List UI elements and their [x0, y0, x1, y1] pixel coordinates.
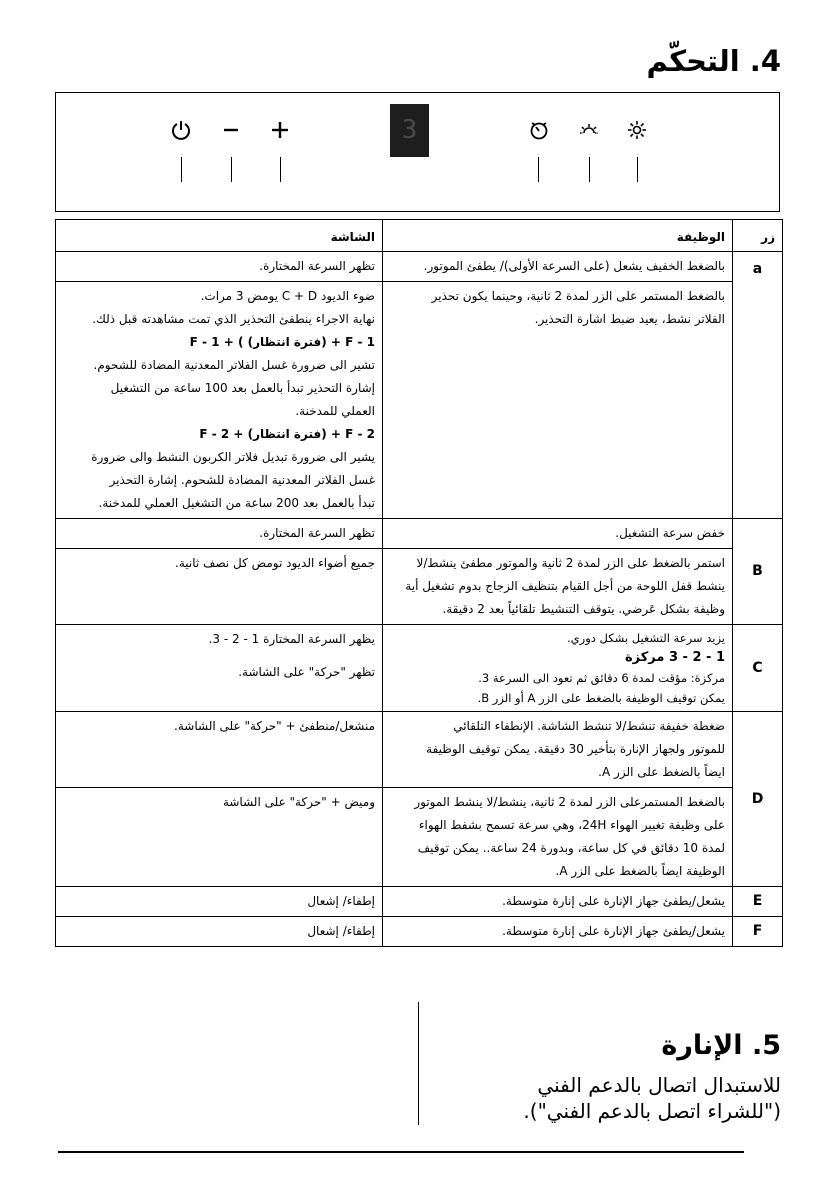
minus-pointer-line — [231, 157, 232, 182]
text-line: العملي للمدخنة. — [295, 404, 375, 418]
table-row-b-short — [56, 519, 783, 549]
text-line: تبدأ بالعمل بعد 200 ساعة من التشغيل العملي للمدخنة. — [98, 496, 375, 510]
text-line: استمر بالضغط على الزر لمدة 2 ثانية والموتور مطفئ ينشط/لا — [416, 556, 725, 570]
timer-pointer-line — [538, 157, 539, 182]
filter-code-line: F - 2 + (فترة انتظار) + F - 2 — [199, 427, 375, 441]
button-label-e: E — [733, 887, 783, 917]
text-line: تشير الى ضرورة غسل الفلاتر المعدنية المضادة للشحوم. — [93, 358, 375, 372]
display-cell: إطفاء/ إشعال — [56, 917, 383, 947]
text-line: يظهر السرعة المختارة 1 - 2 - 3. — [208, 632, 375, 646]
function-cell — [383, 788, 733, 887]
display-cell: منشعل/منطفئ + "حركة" على الشاشة. — [56, 712, 383, 788]
light-pointer-line — [637, 157, 638, 182]
table-row-d-short — [56, 712, 783, 788]
display-cell: جميع أضواء الديود تومض كل نصف ثانية. — [56, 549, 383, 625]
function-cell — [383, 712, 733, 788]
text-line: إشارة التحذير تبدأ بالعمل بعد 100 ساعة من التشغيل — [110, 381, 375, 395]
table-row-e — [56, 887, 783, 917]
display-cell: تظهر السرعة المختارة. — [56, 519, 383, 549]
text-line: غسل الفلاتر المعدنية المضادة للشحوم. إشارة التحذير — [109, 473, 375, 487]
function-cell — [383, 282, 733, 519]
table-row-a-long — [56, 282, 783, 519]
table-header-row — [56, 220, 783, 252]
table-row-b-long — [56, 549, 783, 625]
header-function: الوظيفة — [383, 220, 733, 252]
display-cell: وميض + "حركة" على الشاشة — [56, 788, 383, 887]
column-divider — [418, 1002, 419, 1125]
function-cell: بالضغط الخفيف يشعل (على السرعة الأولى)/ يطفئ الموتور. — [383, 252, 733, 282]
text-line: للاستبدال اتصال بالدعم الفني — [537, 1073, 781, 1097]
light-dim-pointer-line — [589, 157, 590, 182]
text-line: الوظيفة ايضاً بالضغط على الزر A. — [555, 864, 725, 878]
speed-sequence-line: 1 - 2 - 3 مركزة — [624, 650, 725, 665]
function-cell: خفض سرعة التشغيل. — [383, 519, 733, 549]
text-line: تظهر "حركة" على الشاشة. — [238, 665, 375, 679]
text-line: ايضاً بالضغط على الزر A. — [598, 765, 725, 779]
table-row-a-short — [56, 252, 783, 282]
text-line: على وظيفة تغيير الهواء 24H، وهي سرعة تسمح بشفط الهواء — [418, 818, 725, 832]
light-icon — [626, 119, 648, 141]
display-cell: تظهر السرعة المختارة. — [56, 252, 383, 282]
text-line: يمكن توقيف الوظيفة بالضغط على الزر A أو الزر B. — [477, 691, 725, 705]
text-line: ينشط قفل اللوحة من أجل القيام بتنظيف الزجاج بدوم تشغيل أية — [405, 579, 725, 593]
section-5-title: 5. الإنارة — [661, 1030, 781, 1061]
section-5-text — [451, 1072, 781, 1124]
text-line: بالضغط المستمر على الزر لمدة 2 ثانية، وحينما يكون تحذير — [431, 289, 725, 303]
text-line: ضوء الديود C + D يومض 3 مرات. — [200, 289, 375, 303]
button-label-b: B — [733, 519, 783, 625]
function-cell — [383, 549, 733, 625]
function-cell: يشعل/يطفئ جهاز الإنارة على إنارة متوسطة. — [383, 887, 733, 917]
controls-table — [55, 219, 783, 947]
table-row-d-long — [56, 788, 783, 887]
speed-display: 3 — [390, 104, 429, 157]
control-panel-diagram — [55, 92, 780, 212]
display-cell: إطفاء/ إشعال — [56, 887, 383, 917]
footer-rule — [58, 1151, 744, 1153]
table-row-c — [56, 625, 783, 712]
section-4-title: 4. التحكّم — [646, 44, 781, 78]
light-dim-icon — [578, 119, 600, 141]
function-cell: يشعل/يطفئ جهاز الإنارة على إنارة متوسطة. — [383, 917, 733, 947]
filter-code-line: F - 1 + (فترة انتظار) ) + F - 1 — [189, 335, 375, 349]
plus-pointer-line — [280, 157, 281, 182]
text-line: بالضغط المستمرعلى الزر لمدة 2 ثانية، ينشط/لا ينشط الموتور — [414, 795, 725, 809]
timer-icon — [528, 119, 550, 141]
text-line: ("للشراء اتصل بالدعم الفني"). — [523, 1099, 781, 1123]
text-line: وظيفة بشكل عَرضي. يتوقف التنشيط تلقائياً بعد 2 دقيقة. — [442, 602, 725, 616]
header-display: الشاشة — [56, 220, 383, 252]
button-label-d: D — [733, 712, 783, 887]
text-line: الفلاتر نشط، يعيد ضبط اشارة التحذير. — [534, 312, 725, 326]
table-row-f — [56, 917, 783, 947]
button-label-f: F — [733, 917, 783, 947]
text-line: مركزة: مؤقت لمدة 6 دقائق ثم تعود الى السرعة 3. — [478, 671, 725, 685]
text-line: يشير الى ضرورة تبديل فلاتر الكربون النشط والى ضرورة — [91, 450, 375, 464]
text-line: لمدة 10 دقائق في كل ساعة، وبدورة 24 ساعة.. يمكن توقيف — [417, 841, 725, 855]
text-line: يزيد سرعة التشغيل بشكل دوري. — [567, 631, 725, 645]
power-pointer-line — [181, 157, 182, 182]
text-line: للموتور ولجهاز الإنارة بتأخير 30 دقيقة. يمكن توقيف الوظيفة — [426, 742, 725, 756]
text-line: ضغطة خفيفة تنشط/لا تنشط الشاشة. الإنطفاء التلقائي — [453, 719, 725, 733]
plus-icon — [269, 119, 291, 141]
display-cell — [56, 625, 383, 712]
display-cell — [56, 282, 383, 519]
power-icon — [170, 119, 192, 141]
header-button: زر — [733, 220, 783, 252]
minus-icon — [220, 119, 242, 141]
text-line: نهاية الاجراء ينطفئ التحذير الذي تمت مشاهدته قبل ذلك. — [92, 312, 375, 326]
button-label-a: a — [733, 252, 783, 519]
function-cell — [383, 625, 733, 712]
button-label-c: C — [733, 625, 783, 712]
